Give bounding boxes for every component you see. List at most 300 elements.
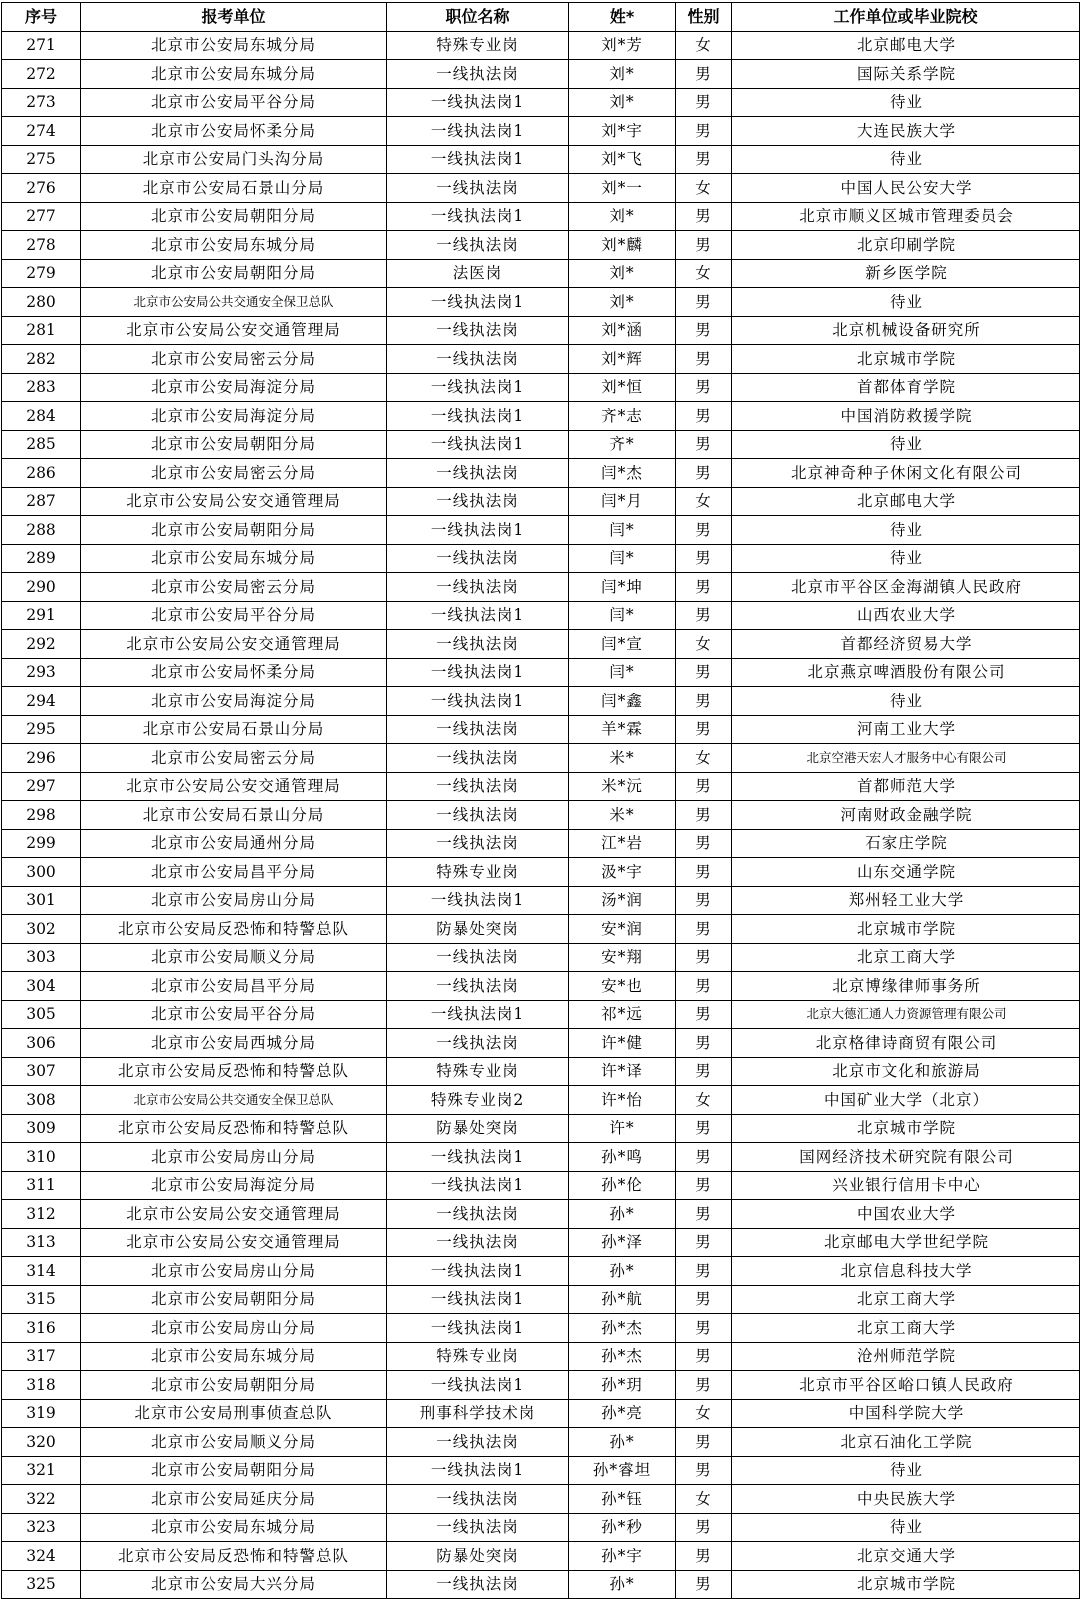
cell-workplace: 北京城市学院: [732, 345, 1080, 374]
cell-index: 306: [2, 1029, 81, 1058]
table-row: [2, 1428, 1080, 1457]
cell-workplace: 中国农业大学: [732, 1200, 1080, 1229]
cell-index: 317: [2, 1342, 81, 1371]
cell-unit: 北京市公安局公安交通管理局: [81, 1228, 387, 1257]
cell-workplace: 北京市顺义区城市管理委员会: [732, 202, 1080, 231]
cell-index: 313: [2, 1228, 81, 1257]
cell-gender: 女: [676, 1485, 732, 1514]
cell-workplace: 待业: [732, 145, 1080, 174]
cell-position: 防暴处突岗: [387, 1542, 569, 1571]
cell-workplace: 北京工商大学: [732, 1285, 1080, 1314]
cell-workplace: 待业: [732, 288, 1080, 317]
cell-position: 一线执法岗: [387, 316, 569, 345]
cell-name: 刘*: [569, 202, 676, 231]
cell-name: 刘*恒: [569, 373, 676, 402]
cell-index: 325: [2, 1570, 81, 1599]
cell-gender: 男: [676, 801, 732, 830]
cell-gender: 男: [676, 1200, 732, 1229]
cell-position: 一线执法岗: [387, 573, 569, 602]
cell-workplace: 待业: [732, 687, 1080, 716]
cell-unit: 北京市公安局海淀分局: [81, 402, 387, 431]
cell-index: 324: [2, 1542, 81, 1571]
cell-index: 282: [2, 345, 81, 374]
cell-position: 一线执法岗1: [387, 1257, 569, 1286]
cell-position: 一线执法岗1: [387, 1285, 569, 1314]
table-row: [2, 345, 1080, 374]
table-row: [2, 259, 1080, 288]
cell-workplace: 北京市文化和旅游局: [732, 1057, 1080, 1086]
table-row: [2, 858, 1080, 887]
cell-workplace: 石家庄学院: [732, 829, 1080, 858]
table-row: [2, 601, 1080, 630]
cell-unit: 北京市公安局门头沟分局: [81, 145, 387, 174]
cell-name: 祁*远: [569, 1000, 676, 1029]
cell-gender: 男: [676, 459, 732, 488]
cell-name: 安*翔: [569, 943, 676, 972]
table-row: [2, 1171, 1080, 1200]
cell-workplace: 北京石油化工学院: [732, 1428, 1080, 1457]
cell-workplace: 兴业银行信用卡中心: [732, 1171, 1080, 1200]
cell-name: 刘*涵: [569, 316, 676, 345]
table-row: [2, 544, 1080, 573]
cell-unit: 北京市公安局反恐怖和特警总队: [81, 1114, 387, 1143]
table-row: [2, 202, 1080, 231]
cell-position: 一线执法岗1: [387, 117, 569, 146]
cell-unit: 北京市公安局公安交通管理局: [81, 772, 387, 801]
cell-index: 300: [2, 858, 81, 887]
cell-name: 刘*宇: [569, 117, 676, 146]
cell-workplace: 首都经济贸易大学: [732, 630, 1080, 659]
cell-workplace: 国际关系学院: [732, 60, 1080, 89]
table-row: [2, 487, 1080, 516]
cell-index: 299: [2, 829, 81, 858]
cell-position: 特殊专业岗: [387, 858, 569, 887]
cell-name: 孙*玥: [569, 1371, 676, 1400]
cell-unit: 北京市公安局石景山分局: [81, 174, 387, 203]
table-row: [2, 402, 1080, 431]
cell-index: 289: [2, 544, 81, 573]
cell-gender: 男: [676, 1057, 732, 1086]
cell-gender: 男: [676, 1513, 732, 1542]
cell-gender: 男: [676, 1228, 732, 1257]
cell-gender: 女: [676, 31, 732, 60]
header-cell-index: 序号: [2, 3, 81, 32]
cell-unit: 北京市公安局海淀分局: [81, 687, 387, 716]
cell-index: 315: [2, 1285, 81, 1314]
cell-workplace: 待业: [732, 88, 1080, 117]
cell-index: 309: [2, 1114, 81, 1143]
cell-index: 276: [2, 174, 81, 203]
cell-gender: 女: [676, 1086, 732, 1115]
cell-index: 311: [2, 1171, 81, 1200]
table-row: [2, 573, 1080, 602]
cell-name: 孙*泽: [569, 1228, 676, 1257]
cell-position: 一线执法岗: [387, 231, 569, 260]
cell-workplace: 新乡医学院: [732, 259, 1080, 288]
table-row: [2, 1228, 1080, 1257]
cell-index: 318: [2, 1371, 81, 1400]
cell-workplace: 待业: [732, 430, 1080, 459]
cell-name: 江*岩: [569, 829, 676, 858]
cell-name: 闫*: [569, 601, 676, 630]
cell-position: 特殊专业岗: [387, 1342, 569, 1371]
cell-name: 闫*杰: [569, 459, 676, 488]
cell-unit: 北京市公安局海淀分局: [81, 1171, 387, 1200]
header-cell-name: 姓*: [569, 3, 676, 32]
cell-position: 法医岗: [387, 259, 569, 288]
header-cell-unit: 报考单位: [81, 3, 387, 32]
cell-position: 一线执法岗1: [387, 886, 569, 915]
cell-unit: 北京市公安局密云分局: [81, 345, 387, 374]
cell-unit: 北京市公安局朝阳分局: [81, 1285, 387, 1314]
cell-position: 一线执法岗: [387, 744, 569, 773]
cell-unit: 北京市公安局房山分局: [81, 1143, 387, 1172]
cell-position: 一线执法岗: [387, 1428, 569, 1457]
table-row: [2, 1285, 1080, 1314]
cell-unit: 北京市公安局昌平分局: [81, 972, 387, 1001]
cell-gender: 男: [676, 658, 732, 687]
cell-unit: 北京市公安局公共交通安全保卫总队: [81, 288, 387, 317]
cell-name: 刘*芳: [569, 31, 676, 60]
cell-index: 279: [2, 259, 81, 288]
cell-position: 一线执法岗: [387, 174, 569, 203]
table-row: [2, 1456, 1080, 1485]
cell-name: 刘*: [569, 60, 676, 89]
cell-index: 287: [2, 487, 81, 516]
table-row: [2, 430, 1080, 459]
cell-name: 安*也: [569, 972, 676, 1001]
cell-name: 米*沅: [569, 772, 676, 801]
table-row: [2, 1000, 1080, 1029]
cell-name: 许*怡: [569, 1086, 676, 1115]
cell-position: 一线执法岗: [387, 630, 569, 659]
cell-position: 一线执法岗1: [387, 658, 569, 687]
cell-position: 一线执法岗: [387, 1570, 569, 1599]
cell-unit: 北京市公安局东城分局: [81, 231, 387, 260]
cell-index: 323: [2, 1513, 81, 1542]
cell-workplace: 北京邮电大学世纪学院: [732, 1228, 1080, 1257]
cell-gender: 男: [676, 772, 732, 801]
cell-workplace: 北京城市学院: [732, 915, 1080, 944]
table-row: [2, 117, 1080, 146]
cell-unit: 北京市公安局公安交通管理局: [81, 1200, 387, 1229]
cell-workplace: 待业: [732, 544, 1080, 573]
cell-gender: 男: [676, 687, 732, 716]
header-cell-workplace: 工作单位或毕业院校: [732, 3, 1080, 32]
cell-name: 闫*: [569, 544, 676, 573]
cell-workplace: 北京博缘律师事务所: [732, 972, 1080, 1001]
table-row: [2, 1342, 1080, 1371]
cell-gender: 男: [676, 1342, 732, 1371]
cell-unit: 北京市公安局东城分局: [81, 544, 387, 573]
cell-workplace: 北京市平谷区金海湖镇人民政府: [732, 573, 1080, 602]
cell-index: 271: [2, 31, 81, 60]
cell-workplace: 北京邮电大学: [732, 487, 1080, 516]
cell-position: 一线执法岗: [387, 1485, 569, 1514]
table-row: [2, 1542, 1080, 1571]
cell-workplace: 中央民族大学: [732, 1485, 1080, 1514]
cell-gender: 男: [676, 345, 732, 374]
table-row: [2, 1086, 1080, 1115]
table-row: [2, 658, 1080, 687]
table-row: [2, 1029, 1080, 1058]
cell-gender: 男: [676, 829, 732, 858]
cell-gender: 男: [676, 915, 732, 944]
cell-unit: 北京市公安局怀柔分局: [81, 117, 387, 146]
cell-name: 孙*杰: [569, 1342, 676, 1371]
table-row: [2, 459, 1080, 488]
cell-name: 许*: [569, 1114, 676, 1143]
cell-workplace: 首都体育学院: [732, 373, 1080, 402]
cell-index: 275: [2, 145, 81, 174]
cell-name: 刘*麟: [569, 231, 676, 260]
cell-index: 273: [2, 88, 81, 117]
cell-unit: 北京市公安局朝阳分局: [81, 1371, 387, 1400]
cell-unit: 北京市公安局平谷分局: [81, 88, 387, 117]
candidate-table: [1, 2, 1080, 1599]
cell-position: 一线执法岗1: [387, 288, 569, 317]
cell-index: 281: [2, 316, 81, 345]
cell-unit: 北京市公安局刑事侦查总队: [81, 1399, 387, 1428]
cell-position: 防暴处突岗: [387, 915, 569, 944]
cell-workplace: 中国人民公安大学: [732, 174, 1080, 203]
cell-index: 301: [2, 886, 81, 915]
cell-index: 297: [2, 772, 81, 801]
cell-gender: 男: [676, 1428, 732, 1457]
cell-position: 一线执法岗1: [387, 1456, 569, 1485]
cell-unit: 北京市公安局平谷分局: [81, 1000, 387, 1029]
table-row: [2, 288, 1080, 317]
cell-workplace: 沧州师范学院: [732, 1342, 1080, 1371]
cell-workplace: 山东交通学院: [732, 858, 1080, 887]
cell-name: 闫*月: [569, 487, 676, 516]
cell-workplace: 中国消防救援学院: [732, 402, 1080, 431]
cell-position: 刑事科学技术岗: [387, 1399, 569, 1428]
table-row: [2, 829, 1080, 858]
cell-unit: 北京市公安局密云分局: [81, 573, 387, 602]
table-row: [2, 1513, 1080, 1542]
cell-index: 296: [2, 744, 81, 773]
cell-position: 一线执法岗1: [387, 1171, 569, 1200]
table-row: [2, 1570, 1080, 1599]
cell-position: 防暴处突岗: [387, 1114, 569, 1143]
table-row: [2, 1143, 1080, 1172]
cell-unit: 北京市公安局房山分局: [81, 1257, 387, 1286]
cell-name: 孙*航: [569, 1285, 676, 1314]
cell-unit: 北京市公安局公安交通管理局: [81, 487, 387, 516]
cell-index: 292: [2, 630, 81, 659]
cell-position: 一线执法岗: [387, 459, 569, 488]
cell-gender: 男: [676, 544, 732, 573]
cell-position: 一线执法岗: [387, 1513, 569, 1542]
cell-gender: 男: [676, 1570, 732, 1599]
cell-gender: 男: [676, 516, 732, 545]
cell-gender: 男: [676, 1171, 732, 1200]
cell-gender: 男: [676, 715, 732, 744]
cell-name: 齐*志: [569, 402, 676, 431]
cell-gender: 男: [676, 202, 732, 231]
cell-index: 320: [2, 1428, 81, 1457]
cell-gender: 女: [676, 487, 732, 516]
cell-position: 一线执法岗1: [387, 687, 569, 716]
cell-workplace: 北京空港天宏人才服务中心有限公司: [732, 744, 1080, 773]
table-row: [2, 943, 1080, 972]
cell-unit: 北京市公安局朝阳分局: [81, 202, 387, 231]
cell-unit: 北京市公安局东城分局: [81, 60, 387, 89]
cell-gender: 男: [676, 402, 732, 431]
cell-unit: 北京市公安局西城分局: [81, 1029, 387, 1058]
cell-unit: 北京市公安局公共交通安全保卫总队: [81, 1086, 387, 1115]
cell-index: 308: [2, 1086, 81, 1115]
cell-position: 一线执法岗1: [387, 601, 569, 630]
cell-gender: 男: [676, 430, 732, 459]
cell-name: 米*: [569, 744, 676, 773]
table-row: [2, 772, 1080, 801]
cell-gender: 男: [676, 316, 732, 345]
table-row: [2, 687, 1080, 716]
table-row: [2, 145, 1080, 174]
cell-unit: 北京市公安局反恐怖和特警总队: [81, 915, 387, 944]
cell-gender: 男: [676, 1456, 732, 1485]
cell-index: 277: [2, 202, 81, 231]
cell-position: 一线执法岗1: [387, 1314, 569, 1343]
cell-index: 290: [2, 573, 81, 602]
cell-index: 304: [2, 972, 81, 1001]
cell-gender: 男: [676, 60, 732, 89]
table-row: [2, 1314, 1080, 1343]
cell-position: 一线执法岗1: [387, 88, 569, 117]
cell-workplace: 北京城市学院: [732, 1570, 1080, 1599]
cell-index: 274: [2, 117, 81, 146]
cell-workplace: 大连民族大学: [732, 117, 1080, 146]
cell-index: 283: [2, 373, 81, 402]
cell-unit: 北京市公安局平谷分局: [81, 601, 387, 630]
cell-index: 288: [2, 516, 81, 545]
cell-unit: 北京市公安局密云分局: [81, 459, 387, 488]
table-row: [2, 1257, 1080, 1286]
cell-unit: 北京市公安局昌平分局: [81, 858, 387, 887]
cell-workplace: 北京格律诗商贸有限公司: [732, 1029, 1080, 1058]
table-row: [2, 231, 1080, 260]
cell-gender: 男: [676, 886, 732, 915]
cell-gender: 男: [676, 145, 732, 174]
cell-index: 322: [2, 1485, 81, 1514]
cell-workplace: 北京神奇种子休闲文化有限公司: [732, 459, 1080, 488]
cell-position: 一线执法岗1: [387, 516, 569, 545]
cell-unit: 北京市公安局朝阳分局: [81, 516, 387, 545]
cell-gender: 男: [676, 1029, 732, 1058]
cell-position: 特殊专业岗: [387, 31, 569, 60]
cell-name: 刘*: [569, 88, 676, 117]
table-row: [2, 1200, 1080, 1229]
cell-position: 特殊专业岗2: [387, 1086, 569, 1115]
cell-unit: 北京市公安局密云分局: [81, 744, 387, 773]
cell-index: 285: [2, 430, 81, 459]
table-row: [2, 715, 1080, 744]
table-row: [2, 516, 1080, 545]
cell-position: 一线执法岗1: [387, 1143, 569, 1172]
cell-index: 298: [2, 801, 81, 830]
cell-workplace: 待业: [732, 1513, 1080, 1542]
cell-index: 321: [2, 1456, 81, 1485]
cell-position: 一线执法岗1: [387, 1371, 569, 1400]
cell-name: 孙*宇: [569, 1542, 676, 1571]
cell-workplace: 北京工商大学: [732, 943, 1080, 972]
cell-unit: 北京市公安局顺义分局: [81, 1428, 387, 1457]
cell-workplace: 北京机械设备研究所: [732, 316, 1080, 345]
table-row: [2, 744, 1080, 773]
cell-index: 312: [2, 1200, 81, 1229]
cell-index: 303: [2, 943, 81, 972]
cell-gender: 男: [676, 858, 732, 887]
cell-position: 一线执法岗1: [387, 430, 569, 459]
cell-workplace: 首都师范大学: [732, 772, 1080, 801]
cell-gender: 男: [676, 972, 732, 1001]
cell-gender: 男: [676, 1542, 732, 1571]
cell-position: 一线执法岗1: [387, 402, 569, 431]
cell-workplace: 待业: [732, 1456, 1080, 1485]
cell-gender: 男: [676, 573, 732, 602]
cell-workplace: 山西农业大学: [732, 601, 1080, 630]
cell-workplace: 北京信息科技大学: [732, 1257, 1080, 1286]
table-row: [2, 915, 1080, 944]
cell-gender: 男: [676, 1143, 732, 1172]
cell-gender: 男: [676, 1285, 732, 1314]
cell-gender: 男: [676, 1000, 732, 1029]
cell-workplace: 北京城市学院: [732, 1114, 1080, 1143]
cell-unit: 北京市公安局房山分局: [81, 886, 387, 915]
header-cell-position: 职位名称: [387, 3, 569, 32]
cell-name: 米*: [569, 801, 676, 830]
cell-name: 闫*: [569, 516, 676, 545]
cell-name: 闫*宣: [569, 630, 676, 659]
cell-workplace: 北京工商大学: [732, 1314, 1080, 1343]
cell-unit: 北京市公安局反恐怖和特警总队: [81, 1057, 387, 1086]
cell-index: 307: [2, 1057, 81, 1086]
table-row: [2, 1371, 1080, 1400]
cell-gender: 女: [676, 1399, 732, 1428]
cell-unit: 北京市公安局东城分局: [81, 31, 387, 60]
cell-unit: 北京市公安局石景山分局: [81, 715, 387, 744]
cell-gender: 男: [676, 1114, 732, 1143]
cell-unit: 北京市公安局朝阳分局: [81, 1456, 387, 1485]
table-row: [2, 373, 1080, 402]
cell-workplace: 北京邮电大学: [732, 31, 1080, 60]
cell-name: 刘*: [569, 288, 676, 317]
cell-name: 孙*钰: [569, 1485, 676, 1514]
cell-name: 汤*润: [569, 886, 676, 915]
cell-workplace: 郑州轻工业大学: [732, 886, 1080, 915]
cell-workplace: 中国科学院大学: [732, 1399, 1080, 1428]
cell-position: 一线执法岗: [387, 772, 569, 801]
cell-unit: 北京市公安局朝阳分局: [81, 259, 387, 288]
cell-position: 一线执法岗: [387, 829, 569, 858]
cell-gender: 男: [676, 288, 732, 317]
cell-workplace: 中国矿业大学（北京）: [732, 1086, 1080, 1115]
cell-index: 291: [2, 601, 81, 630]
cell-position: 一线执法岗: [387, 801, 569, 830]
cell-unit: 北京市公安局延庆分局: [81, 1485, 387, 1514]
cell-unit: 北京市公安局公安交通管理局: [81, 316, 387, 345]
cell-position: 一线执法岗: [387, 943, 569, 972]
cell-position: 一线执法岗1: [387, 373, 569, 402]
cell-index: 278: [2, 231, 81, 260]
table-row: [2, 886, 1080, 915]
table-row: [2, 972, 1080, 1001]
cell-unit: 北京市公安局东城分局: [81, 1342, 387, 1371]
cell-name: 孙*: [569, 1200, 676, 1229]
cell-workplace: 待业: [732, 516, 1080, 545]
